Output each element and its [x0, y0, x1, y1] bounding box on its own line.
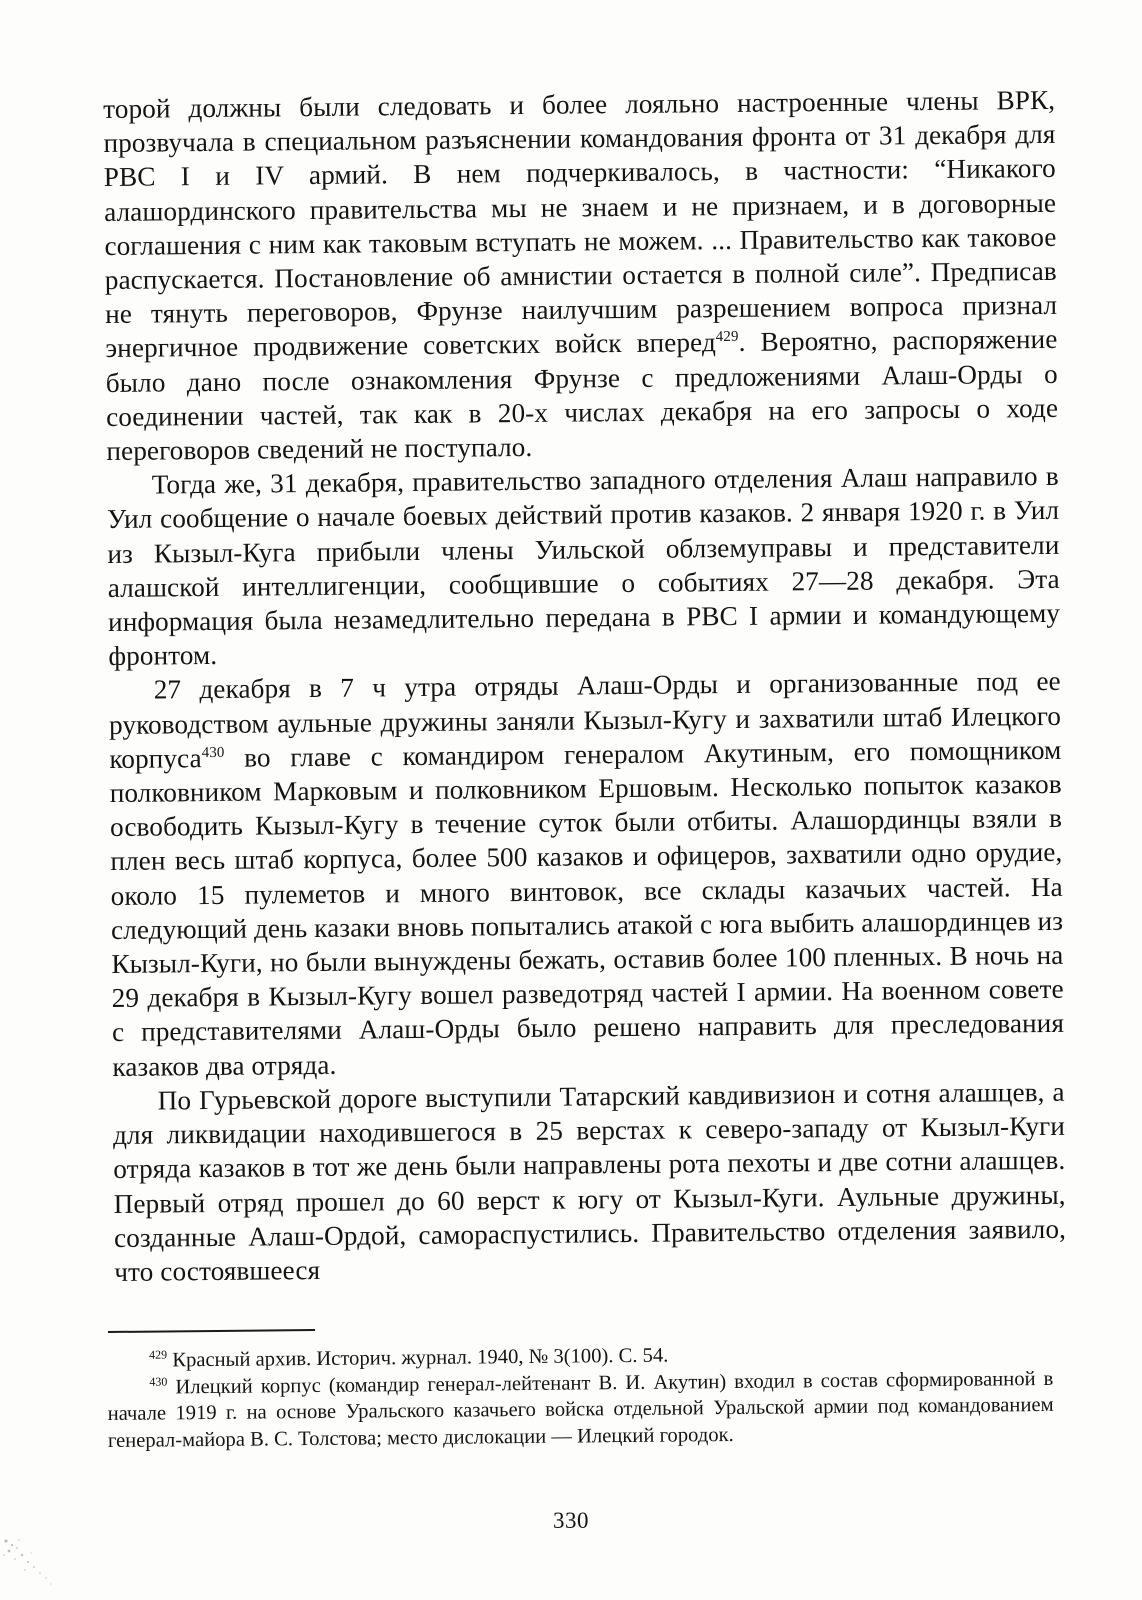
paragraph-4: По Гурьевской дороге выступили Татарский кавдивизион и сотня алашцев, а для ликвидации находившегося в 25 верстах к северо-западу от Кызыл-Куги отряда казаков в тот же день были направлены рота пехоты и две сотни алашцев. Первый отряд прошел до 60 верст к югу от Кызыл-Куги. Аульные дружины, созданные Алаш-Ордой, самораспустились. Правительство отделения заявило, что состоявшееся [112, 1076, 1067, 1287]
scan-smudge [0, 1515, 70, 1600]
footnote-number-430: 430 [149, 1374, 168, 1389]
page-number: 330 [553, 1508, 589, 1533]
paragraph-1-text-a: торой должны были следовать и более лояльно настроенные члены ВРК, прозвучала в специальном разъяснении командования фронта от 31 декабря для РВС I и IV армий. В нем подчеркивалось, в частности: “Никакого алашординского правительства мы не знаем и не признаем, и в договорные соглашения с ним как таковым вступать не можем. ... Правительство как таковое распускается. Постановление об амнистии остается в полной силе”. Предписав не тянуть переговоров, Фрунзе наилучшим разрешением вопроса признал энергичное продвижение советских войск вперед [103, 84, 1058, 364]
footnote-ref-430[interactable]: 430 [201, 744, 225, 761]
paragraph-3-text-a: 27 декабря в 7 ч утра отряды Алаш-Орды и организованные под ее руководством аульные дружины заняли Кызыл-Кугу и захватили штаб Илецкого корпуса [108, 666, 1062, 774]
footnote-number-429: 429 [148, 1347, 168, 1362]
paragraph-1 [103, 83, 1059, 468]
footnotes [107, 1339, 1054, 1454]
paragraph-2: Тогда же, 31 декабря, правительство западного отделения Алаш направило в Уил сообщение о начале боевых действий против казаков. 2 января 1920 г. в Уил из Кызыл-Куга прибыли члены Уильской облземуправы и представители алашской интеллигенции, сообщившие о событиях 27—28 декабря. Эта информация была незамедлительно передана в РВС I армии и командующему фронтом. [106, 461, 1061, 672]
footnote-430-text: Илецкий корпус (командир генерал-лейтенант В. И. Акутин) входил в состав сформированной в начале 1919 г. на основе Уральского казачьего войска отдельной Уральской армии под командованием генерал-майора В. С. Толстова; место дислокации — Илецкий городок. [107, 1367, 1054, 1452]
paragraph-3-text-b: во главе с командиром генералом Акутиным, его помощником полковником Марковым и полковником Ершовым. Несколько попыток казаков освободить Кызыл-Кугу в течение суток были отбиты. Алашординцы взяли в плен весь штаб корпуса, более 500 казаков и офицеров, захватили одно орудие, около 15 пулеметов и много винтовок, все склады казачьих частей. На следующий день казаки вновь попытались атакой с юга выбить алашординцев из Кызыл-Куги, но были вынуждены бежать, оставив более 100 пленных. В ночь на 29 декабря в Кызыл-Кугу вошел разведотряд частей I армии. На военном совете с представителями Алаш-Орды было решено направить для преследования казаков два отряда. [109, 734, 1065, 1082]
paragraph-1-text-b: . Вероятно, распоряжение было дано после ознакомления Фрунзе с предложениями Алаш-Орды о соединении частей, так как в 20-х числах декабря на его запросы о ходе переговоров сведений не поступало. [105, 324, 1059, 467]
footnote-429-text: Красный архив. Историч. журнал. 1940, № 3(100). С. 54. [167, 1344, 669, 1372]
paragraph-3 [109, 664, 1065, 1084]
footnote-ref-429[interactable]: 429 [715, 329, 739, 346]
main-text [103, 83, 1066, 1289]
footnote-separator [108, 1329, 315, 1333]
footnote-430 [107, 1365, 1054, 1454]
